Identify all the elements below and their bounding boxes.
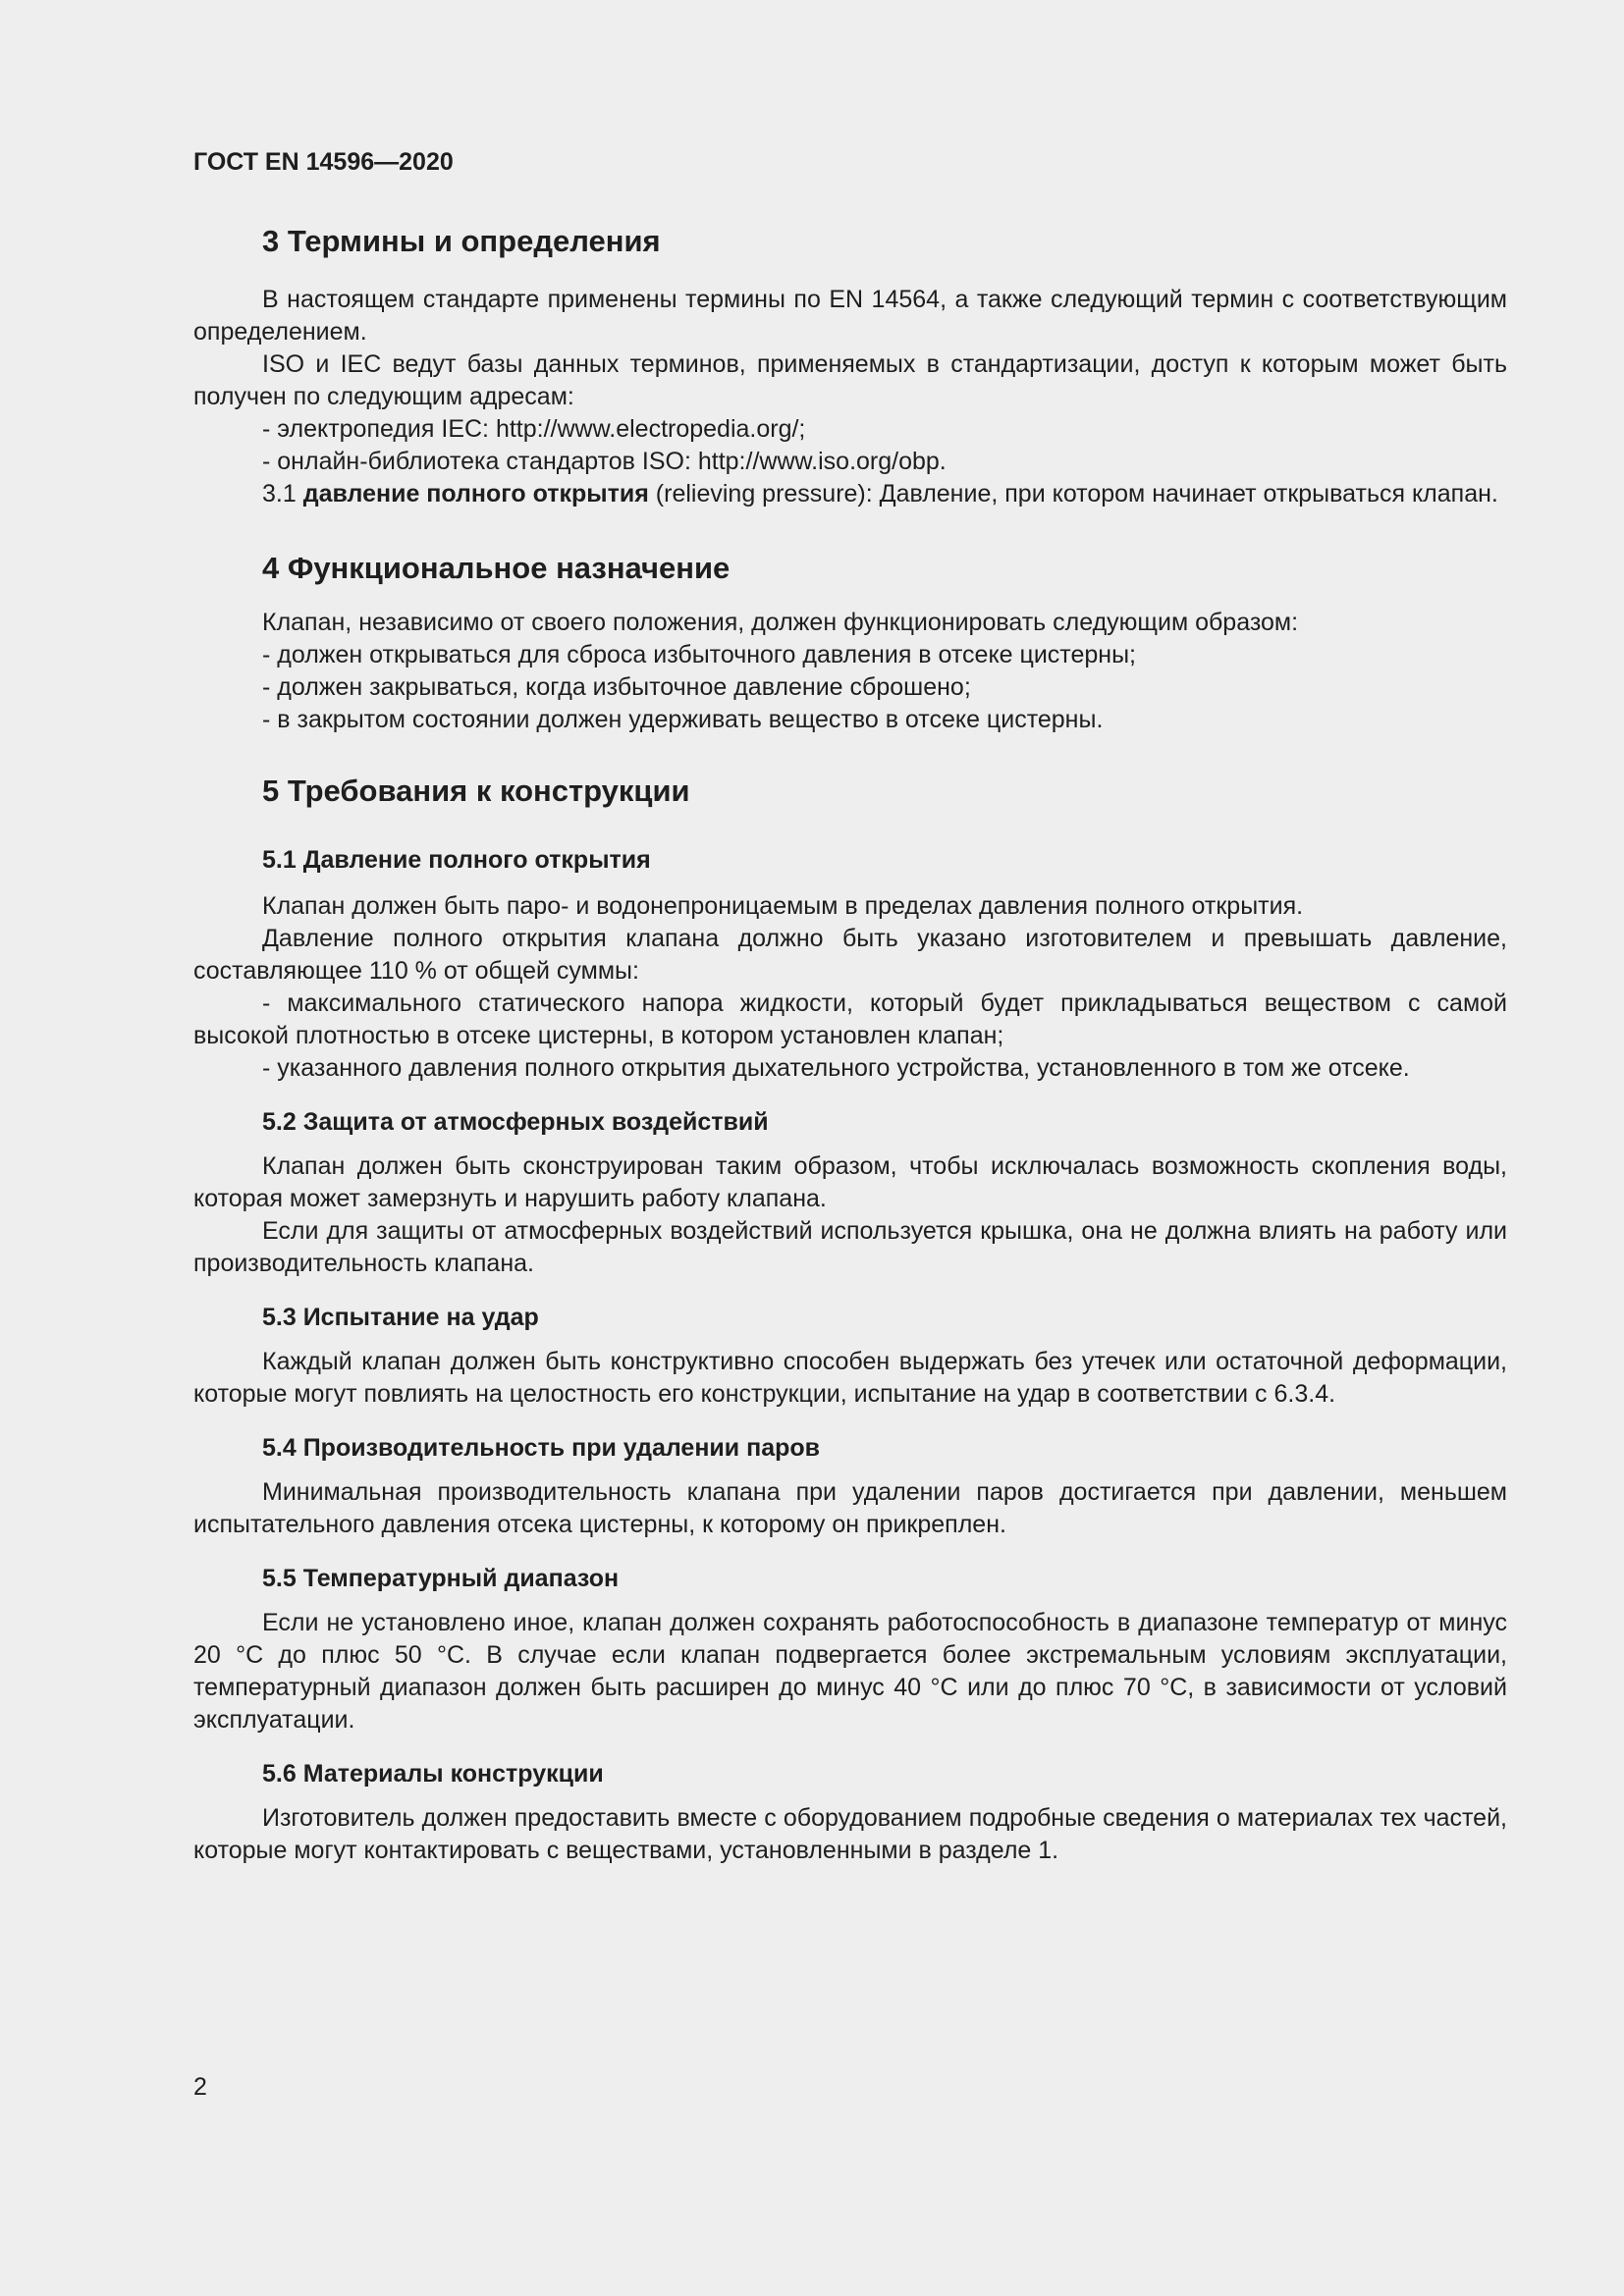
page-body bbox=[193, 222, 1507, 1867]
page-number: 2 bbox=[193, 2073, 207, 2101]
subsection-5-1-heading: 5.1 Давление полного открытия bbox=[262, 846, 651, 874]
subsection-5-6-heading: 5.6 Материалы конструкции bbox=[262, 1760, 604, 1788]
subsection-5-3-heading: 5.3 Испытание на удар bbox=[262, 1304, 539, 1331]
list-item-close: - должен закрываться, когда избыточное давление сброшено; bbox=[262, 673, 971, 701]
section-3-paragraph-2: ISO и IEC ведут базы данных терминов, применяемых в стандартизации, доступ к которым может быть получен по следующим адресам: bbox=[193, 350, 1507, 410]
term-definition: (relieving pressure): Давление, при котором начинает открываться клапан. bbox=[655, 480, 1498, 507]
document-code-header: ГОСТ EN 14596—2020 bbox=[193, 148, 454, 176]
section-4-heading: 4 Функциональное назначение bbox=[262, 551, 731, 585]
term-name: давление полного открытия bbox=[302, 480, 649, 507]
subsection-5-4-heading: 5.4 Производительность при удалении паров bbox=[262, 1434, 821, 1462]
section-5-heading: 5 Требования к конструкции bbox=[262, 774, 690, 808]
subsection-5-1-item-2: - указанного давления полного открытия дыхательного устройства, установленного в том же отсеке. bbox=[262, 1054, 1410, 1082]
subsection-5-2-heading: 5.2 Защита от атмосферных воздействий bbox=[262, 1108, 769, 1136]
section-3-paragraph-1: В настоящем стандарте применены термины по EN 14564, а также следующий термин с соответствующим определением. bbox=[193, 286, 1507, 346]
subsection-5-6-paragraph-1: Изготовитель должен предоставить вместе с оборудованием подробные сведения о материалах тех частей, которые могут контактировать с веществами, установленными в разделе 1. bbox=[193, 1804, 1507, 1864]
list-item-hold: - в закрытом состоянии должен удерживать вещество в отсеке цистерны. bbox=[262, 706, 1104, 733]
subsection-5-1-paragraph-2: Давление полного открытия клапана должно быть указано изготовителем и превышать давление, составляющее 110 % от общей суммы: bbox=[193, 925, 1507, 985]
subsection-5-5-paragraph-1: Если не установлено иное, клапан должен сохранять работоспособность в диапазоне температур от минус 20 °С до плюс 50 °С. В случае если клапан подвергается более экстремальным условиям эксплуатации, температурный диапазон должен быть расширен до минус 40 °С или до плюс 70 °С, в зависимости от условий эксплуатации. bbox=[193, 1609, 1507, 1734]
section-4-intro: Клапан, независимо от своего положения, должен функционировать следующим образом: bbox=[262, 609, 1299, 636]
subsection-5-3-paragraph-1: Каждый клапан должен быть конструктивно способен выдержать без утечек или остаточной деформации, которые могут повлиять на целостность его конструкции, испытание на удар в соответствии с 6.3.4. bbox=[193, 1348, 1507, 1408]
subsection-5-2-paragraph-2: Если для защиты от атмосферных воздействий используется крышка, она не должна влиять на работу или производительность клапана. bbox=[193, 1217, 1507, 1277]
subsection-5-1-paragraph-1: Клапан должен быть паро- и водонепроницаемым в пределах давления полного открытия. bbox=[262, 892, 1304, 920]
list-item-electropedia: - электропедия IEC: http://www.electropedia.org/; bbox=[262, 415, 806, 443]
term-number: 3.1 bbox=[262, 480, 297, 507]
subsection-5-4-paragraph-1: Минимальная производительность клапана при удалении паров достигается при давлении, меньшем испытательного давления отсека цистерны, к которому он прикреплен. bbox=[193, 1478, 1507, 1538]
subsection-5-5-heading: 5.5 Температурный диапазон bbox=[262, 1565, 620, 1592]
section-3-heading: 3 Термины и определения bbox=[262, 224, 661, 258]
subsection-5-2-paragraph-1: Клапан должен быть сконструирован таким образом, чтобы исключалась возможность скопления воды, которая может замерзнуть и нарушить работу клапана. bbox=[193, 1152, 1507, 1212]
list-item-open: - должен открываться для сброса избыточного давления в отсеке цистерны; bbox=[262, 641, 1137, 668]
list-item-iso-obp: - онлайн-библиотека стандартов ISO: http://www.iso.org/obp. bbox=[262, 448, 947, 475]
term-3-1 bbox=[193, 478, 1507, 510]
subsection-5-1-item-1: - максимального статического напора жидкости, который будет прикладываться веществом с самой высокой плотностью в отсеке цистерны, в котором установлен клапан; bbox=[193, 989, 1507, 1049]
